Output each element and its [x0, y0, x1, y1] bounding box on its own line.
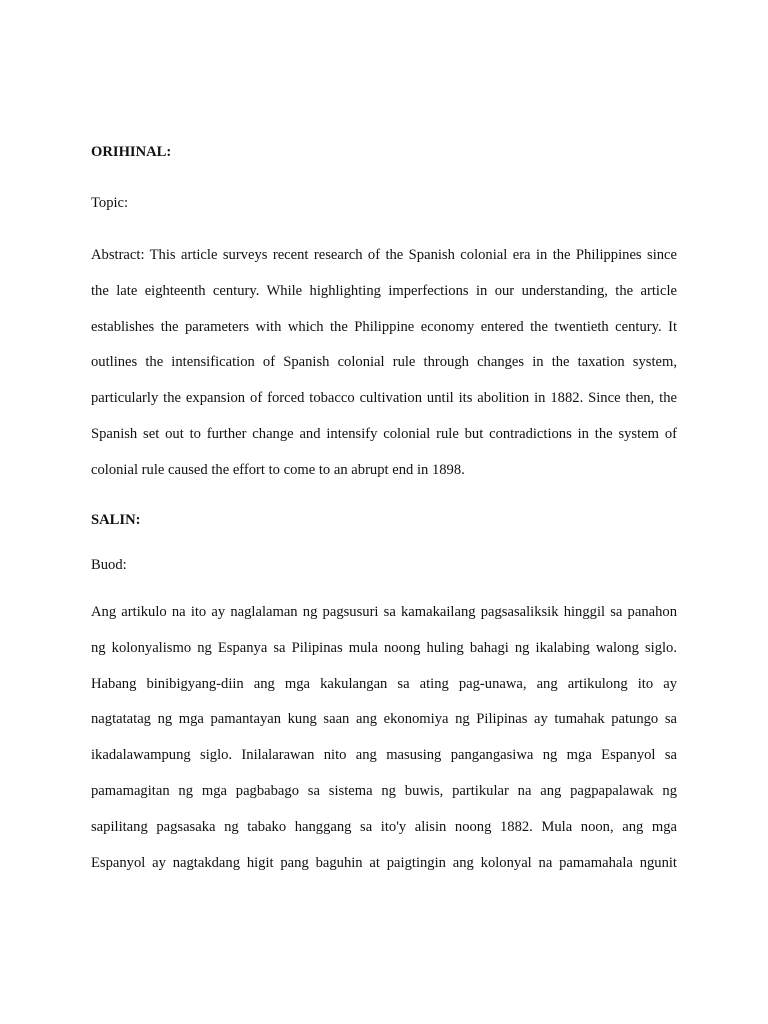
abstract-line: the late eighteenth century. While highlighting imperfections in our understanding, the article	[91, 282, 677, 299]
buod-line: Ang artikulo na ito ay naglalaman ng pagsusuri sa kamakailang pagsasaliksik hinggil sa panahon	[91, 604, 677, 620]
buod-line: pamamagitan ng mga pagbabago sa sistema ng buwis, partikular na ang pagpapalawak ng	[91, 782, 677, 799]
buod-line: Habang binibigyang-diin ang mga kakulangan sa ating pag-unawa, ang artikulong ito ay	[91, 675, 677, 692]
abstract-line: particularly the expansion of forced tobacco cultivation until its abolition in 1882. Since then, the	[91, 390, 677, 407]
topic-label: Topic:	[91, 195, 129, 211]
buod-label: Buod:	[91, 557, 127, 573]
abstract-line: establishes the parameters with which the Philippine economy entered the twentieth century. It	[91, 318, 677, 335]
buod-line: sapilitang pagsasaka ng tabako hanggang sa ito'y alisin noong 1882. Mula noon, ang mga	[91, 818, 677, 835]
buod-paragraph	[91, 595, 677, 881]
buod-line: ikadalawampung siglo. Inilalarawan nito ang masusing pangangasiwa ng mga Espanyol sa	[91, 747, 677, 764]
abstract-line: Spanish set out to further change and intensify colonial rule but contradictions in the system of	[91, 425, 677, 442]
abstract-line: Abstract: This article surveys recent research of the Spanish colonial era in the Philippines since	[91, 247, 677, 263]
original-heading: ORIHINAL:	[91, 144, 172, 160]
buod-line: nagtatatag ng mga pamantayan kung saan ang ekonomiya ng Pilipinas ay tumahak patungo sa	[91, 711, 677, 728]
buod-line: ng kolonyalismo ng Espanya sa Pilipinas mula noong huling bahagi ng ikalabing walong siglo.	[91, 639, 677, 656]
abstract-paragraph	[91, 238, 677, 489]
abstract-line: outlines the intensification of Spanish colonial rule through changes in the taxation system,	[91, 354, 677, 371]
buod-line: Espanyol ay nagtakdang higit pang baguhin at paigtingin ang kolonyal na pamamahala ngunit	[91, 854, 677, 871]
translation-heading: SALIN:	[91, 512, 141, 528]
abstract-line: colonial rule caused the effort to come to an abrupt end in 1898.	[91, 461, 465, 478]
